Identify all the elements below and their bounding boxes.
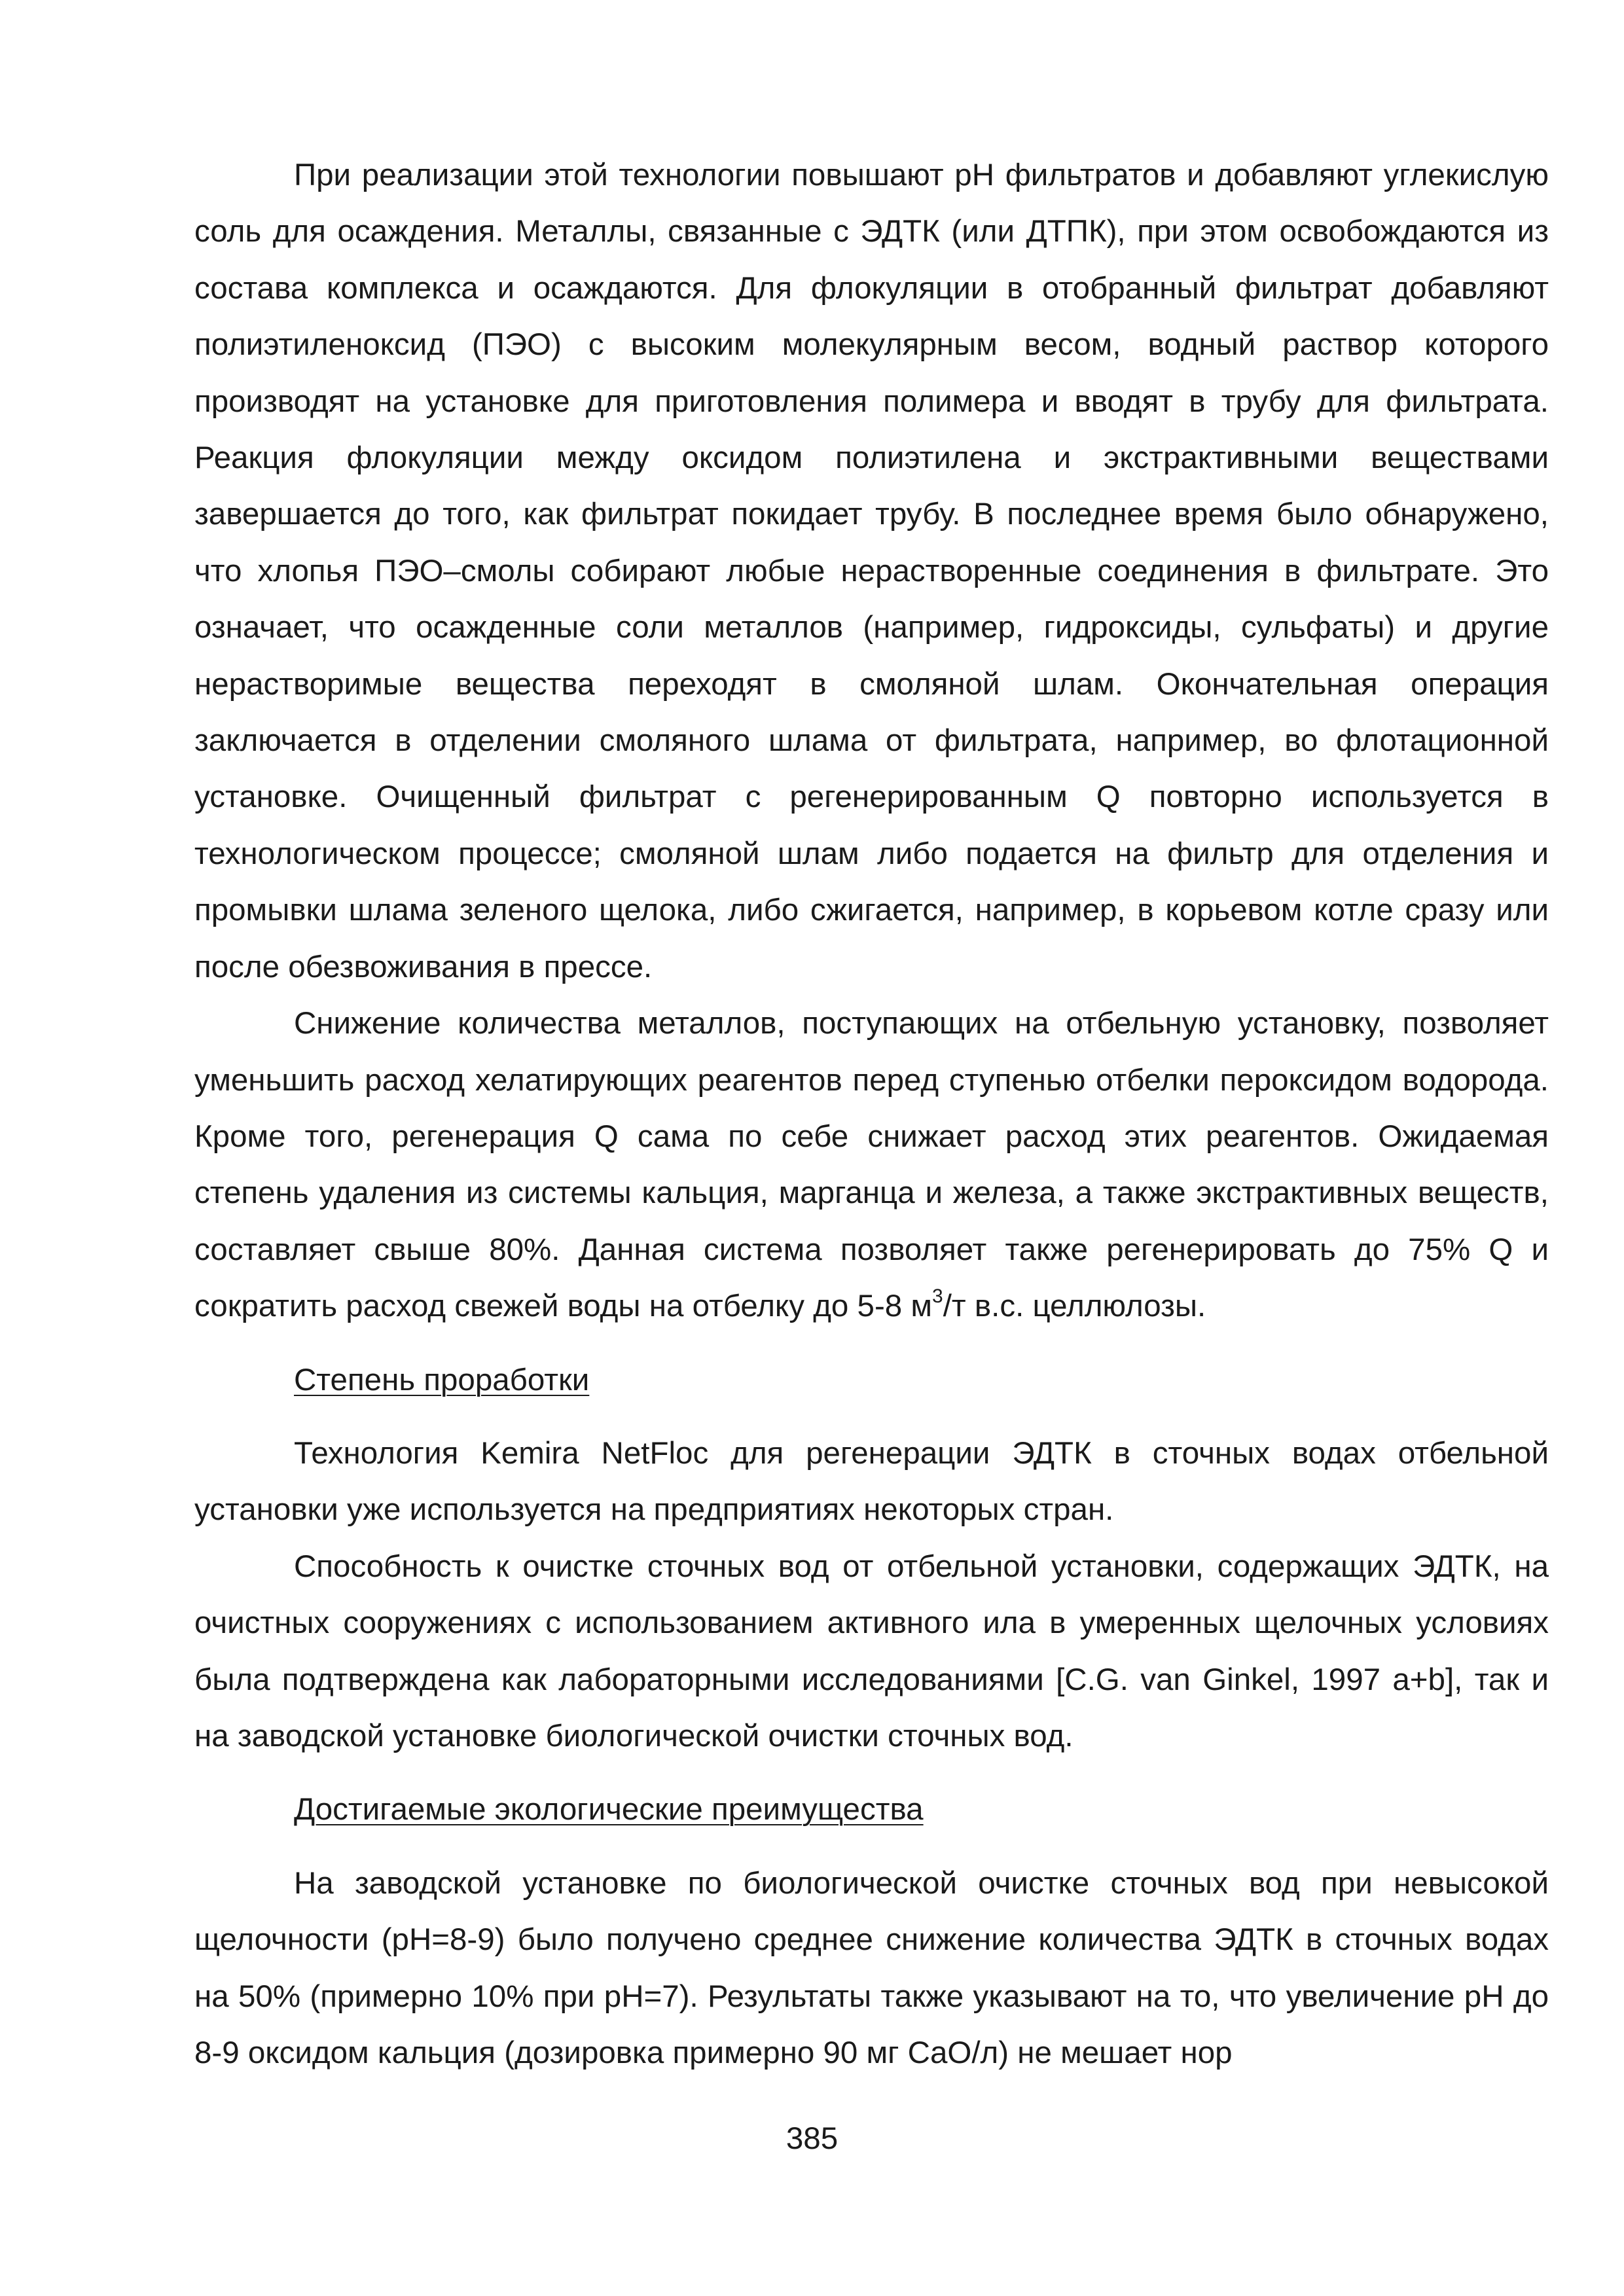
paragraph-metals-reduction-tail: /т в.с. целлюлозы. bbox=[943, 1289, 1206, 1324]
paragraph-metals-reduction bbox=[194, 996, 1549, 1335]
page-number: 385 bbox=[785, 2121, 839, 2156]
document-page bbox=[194, 147, 1549, 2081]
paragraph-metals-reduction-text: Снижение количества металлов, поступающих на отбельную установку, позволяет уменьшить расход хелатирующих реагентов перед ступенью отбелки пероксидом водорода. Кроме того, регенерация Q сама по себе снижает расход этих реагентов. Ожидаемая степень удаления из системы кальция, марганца и железа, а также экстрактивных веществ, составляет свыше 80%. Данная система позволяет также регенерировать до 75% Q и сократить расход свежей воды на отбелку до 5-8 м bbox=[194, 1006, 1549, 1324]
paragraph-treatment-capability: Способность к очистке сточных вод от отбельной установки, содержащих ЭДТК, на очистных сооружениях с использованием активного ила в умеренных щелочных условиях была подтверждена как лабораторными исследованиями [C.G. van Ginkel, 1997 a+b], так и на заводской установке биологической очистки сточных вод. bbox=[194, 1549, 1549, 1753]
section-heading-environmental-benefits: Достигаемые экологические преимущества bbox=[294, 1792, 924, 1827]
section-heading-development-level: Степень проработки bbox=[294, 1362, 590, 1397]
superscript-cubic: 3 bbox=[932, 1285, 943, 1308]
paragraph-biological-treatment: На заводской установке по биологической очистке сточных вод при невысокой щелочности (pH=8-9) было получено среднее снижение количества ЭДТК в сточных водах на 50% (примерно 10% при pH=7). Результаты также указывают на то, что увеличение pH до 8-9 оксидом кальция (дозировка примерно 90 мг CaO/л) не мешает нор bbox=[194, 1865, 1549, 2070]
paragraph-kemira-netfloc: Технология Kemira NetFloc для регенерации ЭДТК в сточных водах отбельной установки уже используется на предприятиях некоторых стран. bbox=[194, 1435, 1549, 1528]
paragraph-filtrate-regeneration: При реализации этой технологии повышают pH фильтратов и добавляют углекислую соль для осаждения. Металлы, связанные с ЭДТК (или ДТПК), при этом освобождаются из состава комплекса и осаждаются. Для флокуляции в отобранный фильтрат добавляют полиэтиленоксид (ПЭО) с высоким молекулярным весом, водный раствор которого производят на установке для приготовления полимера и вводят в трубу для фильтрата. Реакция флокуляции между оксидом полиэтилена и экстрактивными веществами завершается до того, как фильтрат покидает трубу. В последнее время было обнаружено, что хлопья ПЭО–смолы собирают любые нерастворенные соединения в фильтрате. Это означает, что осажденные соли металлов (например, гидроксиды, сульфаты) и другие нерастворимые вещества переходят в смоляной шлам. Окончательная операция заключается в отделении смоляного шлама от фильтрата, например, во флотационной установке. Очищенный фильтрат с регенерированным Q повторно используется в технологическом процессе; смоляной шлам либо подается на фильтр для отделения и промывки шлама зеленого щелока, либо сжигается, например, в корьевом котле сразу или после обезвоживания в прессе. bbox=[194, 158, 1549, 984]
